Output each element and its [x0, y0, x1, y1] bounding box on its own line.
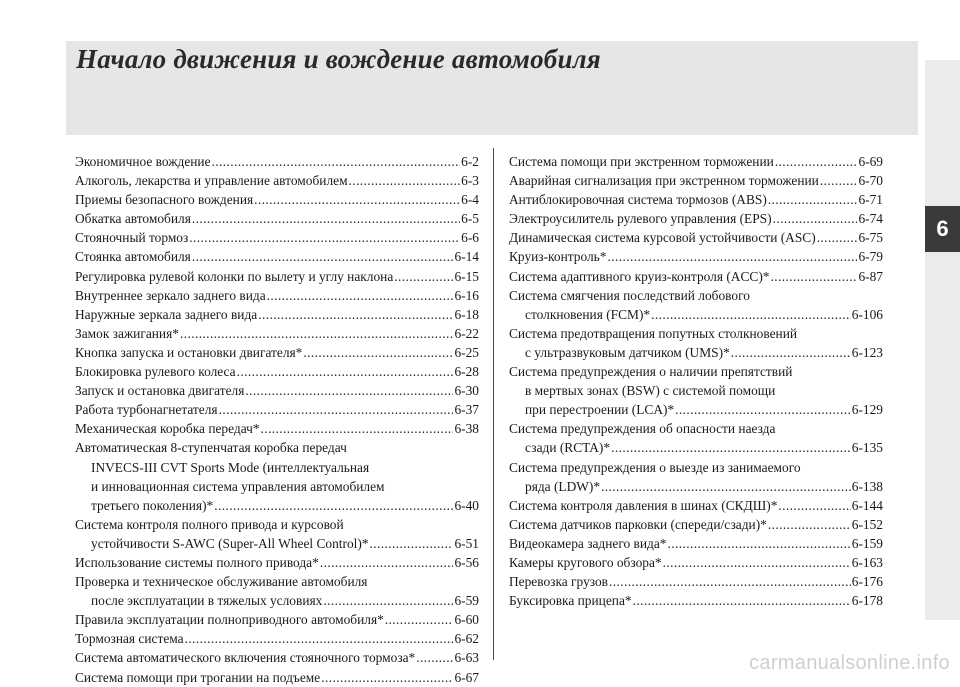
page-title: Начало движения и вождение автомобиля: [76, 44, 601, 74]
leader-dots: [370, 534, 454, 553]
leader-dots: [768, 515, 851, 534]
toc-entry-line: [509, 591, 883, 610]
toc-entry-line: [75, 572, 479, 591]
chapter-tab[interactable]: 6: [925, 206, 960, 252]
toc-page-number[interactable]: 6-16: [454, 287, 479, 303]
toc-page-number[interactable]: 6-163: [851, 554, 883, 570]
toc-entry-title: Система предупреждения об опасности наезда: [509, 421, 776, 437]
leader-dots: [633, 591, 851, 610]
toc-page-number[interactable]: 6-71: [858, 192, 883, 208]
leader-dots: [192, 209, 460, 228]
toc-entry-title: Использование системы полного привода*: [75, 554, 319, 570]
leader-dots: [254, 190, 460, 209]
toc-page-number[interactable]: 6-129: [851, 402, 883, 418]
toc-entry[interactable]: [75, 553, 479, 572]
toc-entry[interactable]: [509, 152, 883, 171]
toc-entry-title: Система контроля давления в шинах (СКДШ)*: [509, 497, 778, 513]
toc-entry-title: Алкоголь, лекарства и управление автомобилем: [75, 173, 348, 189]
toc-entry-line: [509, 477, 883, 496]
toc-entry-title: Регулировка рулевой колонки по вылету и углу наклона: [75, 268, 394, 284]
toc-entry-title: Круиз-контроль*: [509, 249, 607, 265]
toc-entry-line: [509, 343, 883, 362]
toc-entry[interactable]: [509, 534, 883, 553]
leader-dots: [245, 381, 453, 400]
leader-dots: [237, 362, 454, 381]
toc-entry-title: Блокировка рулевого колеса: [75, 364, 236, 380]
toc-entry-title: после эксплуатации в тяжелых условиях: [91, 593, 323, 609]
toc-page-number[interactable]: 6-152: [851, 516, 883, 532]
leader-dots: [394, 267, 453, 286]
toc-entry-title: Видеокамера заднего вида*: [509, 535, 667, 551]
leader-dots: [663, 553, 851, 572]
leader-dots: [385, 610, 454, 629]
toc-entry-title: Система контроля полного привода и курсовой: [75, 516, 344, 532]
column-divider: [493, 148, 494, 660]
toc-entry[interactable]: [75, 419, 479, 438]
toc-entry-line: [75, 591, 479, 610]
toc-entry-line: [75, 247, 479, 266]
toc-entry[interactable]: [75, 152, 479, 171]
leader-dots: [773, 209, 858, 228]
toc-page-number[interactable]: 6-5: [461, 211, 479, 227]
toc-entry[interactable]: [509, 247, 883, 266]
leader-dots: [219, 400, 454, 419]
toc-page-number[interactable]: 6-15: [454, 268, 479, 284]
leader-dots: [189, 228, 460, 247]
toc-entry-line: [75, 171, 479, 190]
leader-dots: [321, 668, 453, 687]
toc-entry[interactable]: [509, 171, 883, 190]
toc-entry[interactable]: [509, 458, 883, 496]
toc-page-number[interactable]: 6-56: [454, 554, 479, 570]
toc-entry-title: Проверка и техническое обслуживание автомобиля: [75, 574, 368, 590]
toc-page-number[interactable]: 6-176: [851, 574, 883, 590]
toc-entry-line: [509, 362, 883, 381]
toc-entry-line: [75, 267, 479, 286]
toc-entry[interactable]: [75, 610, 479, 629]
toc-entry[interactable]: [75, 400, 479, 419]
toc-entry-line: [75, 419, 479, 438]
toc-page-number[interactable]: 6-30: [454, 383, 479, 399]
toc-page-number[interactable]: 6-159: [851, 535, 883, 551]
toc-entry[interactable]: [75, 171, 479, 190]
toc-page-number[interactable]: 6-2: [461, 154, 479, 169]
toc-page-number[interactable]: 6-25: [454, 344, 479, 360]
side-tab-strip: [925, 60, 960, 620]
leader-dots: [609, 572, 851, 591]
toc-page-number[interactable]: 6-40: [454, 497, 479, 513]
toc-entry[interactable]: [509, 553, 883, 572]
toc-entry-line: [75, 362, 479, 381]
toc-entry-line: [509, 305, 883, 324]
toc-entry-line: [75, 610, 479, 629]
toc-entry-line: [75, 381, 479, 400]
toc-entry[interactable]: [509, 515, 883, 534]
toc-column-right: [509, 152, 883, 610]
toc-entry[interactable]: [75, 209, 479, 228]
toc-page-number[interactable]: 6-22: [454, 325, 479, 341]
leader-dots: [192, 247, 454, 266]
toc-entry-title: Система предотвращения попутных столкновений: [509, 325, 798, 341]
leader-dots: [611, 438, 851, 457]
toc-entry-line: [75, 496, 479, 515]
toc-entry[interactable]: [75, 305, 479, 324]
toc-entry-title: Система помощи при трогании на подъеме: [75, 669, 321, 685]
toc-entry-title: Система предупреждения о наличии препятствий: [509, 364, 793, 380]
leader-dots: [323, 591, 453, 610]
toc-entry[interactable]: [75, 247, 479, 266]
toc-entry[interactable]: [75, 668, 479, 687]
toc-entry-line: [509, 267, 883, 286]
toc-entry-line: [75, 438, 479, 457]
leader-dots: [185, 629, 454, 648]
toc-entry-line: [509, 400, 883, 419]
toc-entry-title: третьего поколения)*: [91, 497, 214, 513]
leader-dots: [267, 286, 454, 305]
toc-entry[interactable]: [509, 362, 883, 419]
leader-dots: [303, 343, 453, 362]
toc-entry[interactable]: [75, 381, 479, 400]
toc-entry-line: [509, 286, 883, 305]
leader-dots: [775, 152, 858, 171]
toc-entry[interactable]: [75, 362, 479, 381]
toc-entry-title: Динамическая система курсовой устойчивости (ASC): [509, 230, 816, 246]
toc-entry-line: [75, 305, 479, 324]
toc-page-number[interactable]: 6-62: [454, 631, 479, 647]
toc-page-number[interactable]: 6-28: [454, 364, 479, 380]
toc-entry-line: [509, 152, 883, 171]
toc-entry[interactable]: [509, 572, 883, 591]
toc-entry-line: [75, 400, 479, 419]
toc-entry-title: Перевозка грузов: [509, 574, 608, 590]
toc-entry[interactable]: [75, 324, 479, 343]
leader-dots: [349, 171, 461, 190]
leader-dots: [320, 553, 454, 572]
toc-entry-line: [75, 286, 479, 305]
toc-page-number[interactable]: 6-106: [851, 306, 883, 322]
toc-page-number[interactable]: 6-75: [858, 230, 883, 246]
toc-entry-title: Стоянка автомобиля: [75, 249, 191, 265]
toc-page-number[interactable]: 6-37: [454, 402, 479, 418]
toc-entry-title: Запуск и остановка двигателя: [75, 383, 245, 399]
toc-entry[interactable]: [75, 572, 479, 610]
toc-entry-line: [75, 477, 479, 496]
toc-entry-line: [75, 343, 479, 362]
leader-dots: [212, 152, 461, 171]
toc-entry-title: сзади (RCTA)*: [525, 440, 611, 456]
toc-entry-line: [75, 668, 479, 687]
toc-entry-line: [75, 324, 479, 343]
toc-entry-title: при перестроении (LCA)*: [525, 402, 675, 418]
toc-entry-line: [509, 534, 883, 553]
toc-entry-line: [509, 515, 883, 534]
leader-dots: [817, 228, 858, 247]
toc-entry-title: Тормозная система: [75, 631, 184, 647]
toc-entry-title: Антиблокировочная система тормозов (ABS): [509, 192, 767, 208]
toc-page-number[interactable]: 6-67: [454, 669, 479, 685]
toc-entry-title: Внутреннее зеркало заднего вида: [75, 287, 266, 303]
toc-entry-title: Обкатка автомобиля: [75, 211, 191, 227]
toc-entry-line: [509, 171, 883, 190]
toc-page-number[interactable]: 6-63: [454, 650, 479, 666]
toc-entry[interactable]: [75, 515, 479, 553]
leader-dots: [675, 400, 851, 419]
toc-entry-title: Правила эксплуатации полноприводного автомобиля*: [75, 612, 384, 628]
leader-dots: [416, 648, 453, 667]
toc-entry[interactable]: [509, 267, 883, 286]
toc-column-left: [75, 152, 479, 687]
toc-entry-title: Замок зажигания*: [75, 325, 179, 341]
toc-page-number[interactable]: 6-38: [454, 421, 479, 437]
toc-entry[interactable]: [509, 324, 883, 362]
toc-page-number[interactable]: 6-74: [858, 211, 883, 227]
watermark: carmanualsonline.info: [749, 652, 950, 674]
toc-entry-line: [509, 324, 883, 343]
toc-entry-line: [509, 553, 883, 572]
toc-entry[interactable]: [509, 228, 883, 247]
leader-dots: [768, 190, 858, 209]
toc-entry-title: Система помощи при экстренном торможении: [509, 154, 774, 169]
toc-entry-line: [75, 629, 479, 648]
toc-entry-line: [75, 553, 479, 572]
toc-entry-line: [75, 228, 479, 247]
toc-entry-title: Система адаптивного круиз-контроля (ACC)*: [509, 268, 770, 284]
toc-entry-title: в мертвых зонах (BSW) с системой помощи: [525, 383, 776, 399]
toc-page-number[interactable]: 6-18: [454, 306, 479, 322]
leader-dots: [651, 305, 851, 324]
leader-dots: [601, 477, 851, 496]
toc-entry[interactable]: [509, 419, 883, 457]
leader-dots: [258, 305, 453, 324]
toc-entry-title: Приемы безопасного вождения: [75, 192, 254, 208]
leader-dots: [261, 419, 454, 438]
leader-dots: [731, 343, 851, 362]
toc-entry-line: [75, 190, 479, 209]
toc-entry-title: Буксировка прицепа*: [509, 593, 632, 609]
toc-entry[interactable]: [75, 629, 479, 648]
toc-entry-line: [509, 458, 883, 477]
toc-page-number[interactable]: 6-144: [851, 497, 883, 513]
toc-entry-title: с ультразвуковым датчиком (UMS)*: [525, 344, 730, 360]
leader-dots: [778, 496, 850, 515]
toc-entry-title: Система предупреждения о выезде из занимаемого: [509, 459, 801, 475]
toc-entry-line: [509, 572, 883, 591]
toc-page-number[interactable]: 6-87: [858, 268, 883, 284]
toc-entry-title: Система автоматического включения стояночного тормоза*: [75, 650, 416, 666]
toc-entry[interactable]: [509, 591, 883, 610]
toc-entry-title: Автоматическая 8-ступенчатая коробка передач: [75, 440, 347, 456]
toc-entry[interactable]: [75, 648, 479, 667]
toc-page-number[interactable]: 6-51: [454, 535, 479, 551]
toc-entry-title: Механическая коробка передач*: [75, 421, 260, 437]
toc-entry-line: [75, 515, 479, 534]
toc-entry-title: Аварийная сигнализация при экстренном торможении: [509, 173, 819, 189]
toc-entry-title: столкновения (FCM)*: [525, 306, 651, 322]
toc-entry-title: Стояночный тормоз: [75, 230, 189, 246]
toc-entry-line: [509, 247, 883, 266]
toc-entry-title: INVECS-III CVT Sports Mode (интеллектуальная: [91, 459, 370, 475]
toc-entry-title: Система датчиков парковки (спереди/сзади)*: [509, 516, 767, 532]
toc-entry-line: [75, 534, 479, 553]
toc-entry-title: Наружные зеркала заднего вида: [75, 306, 258, 322]
leader-dots: [668, 534, 851, 553]
toc-page-number[interactable]: 6-123: [851, 344, 883, 360]
toc-entry[interactable]: [509, 286, 883, 324]
leader-dots: [607, 247, 857, 266]
toc-page-number[interactable]: 6-79: [858, 249, 883, 265]
toc-entry-line: [75, 648, 479, 667]
toc-entry-title: Камеры кругового обзора*: [509, 554, 662, 570]
toc-page-number[interactable]: 6-135: [851, 440, 883, 456]
leader-dots: [820, 171, 858, 190]
toc-entry-title: Система смягчения последствий лобового: [509, 287, 750, 303]
toc-page-number[interactable]: 6-6: [461, 230, 479, 246]
toc-page-number[interactable]: 6-69: [858, 154, 883, 169]
toc-entry-line: [75, 209, 479, 228]
toc-page-number[interactable]: 6-178: [851, 593, 883, 609]
toc-entry-title: устойчивости S-AWC (Super-All Wheel Control)*: [91, 535, 369, 551]
toc-entry-title: Работа турбонагнетателя: [75, 402, 218, 418]
toc-entry[interactable]: [509, 190, 883, 209]
toc-entry-line: [509, 228, 883, 247]
toc-entry-line: [509, 419, 883, 438]
toc-entry[interactable]: [75, 343, 479, 362]
toc-page-number[interactable]: 6-59: [454, 593, 479, 609]
toc-page-number[interactable]: 6-3: [461, 173, 479, 189]
toc-page-number[interactable]: 6-138: [851, 478, 883, 494]
toc-entry-line: [509, 209, 883, 228]
leader-dots: [771, 267, 858, 286]
toc-entry[interactable]: [75, 267, 479, 286]
toc-entry[interactable]: [509, 496, 883, 515]
toc-entry[interactable]: [75, 286, 479, 305]
toc-page-number[interactable]: 6-70: [858, 173, 883, 189]
toc-entry-line: [75, 152, 479, 171]
toc-entry-title: Экономичное вождение: [75, 154, 211, 169]
toc-entry-line: [75, 458, 479, 477]
toc-entry-title: Электроусилитель рулевого управления (EPS): [509, 211, 772, 227]
toc-entry[interactable]: [509, 209, 883, 228]
toc-entry-line: [509, 381, 883, 400]
leader-dots: [214, 496, 453, 515]
toc-entry-title: ряда (LDW)*: [525, 478, 601, 494]
leader-dots: [180, 324, 454, 343]
toc-entry[interactable]: [75, 190, 479, 209]
toc-entry-line: [509, 438, 883, 457]
toc-entry-title: и инновационная система управления автомобилем: [91, 478, 385, 494]
toc-entry-title: Кнопка запуска и остановки двигателя*: [75, 344, 303, 360]
toc-entry-line: [509, 496, 883, 515]
toc-entry[interactable]: [75, 228, 479, 247]
toc-entry[interactable]: [75, 438, 479, 514]
toc-page-number[interactable]: 6-14: [454, 249, 479, 265]
toc-page-number[interactable]: 6-4: [461, 192, 479, 208]
toc-entry-line: [509, 190, 883, 209]
toc-page-number[interactable]: 6-60: [454, 612, 479, 628]
